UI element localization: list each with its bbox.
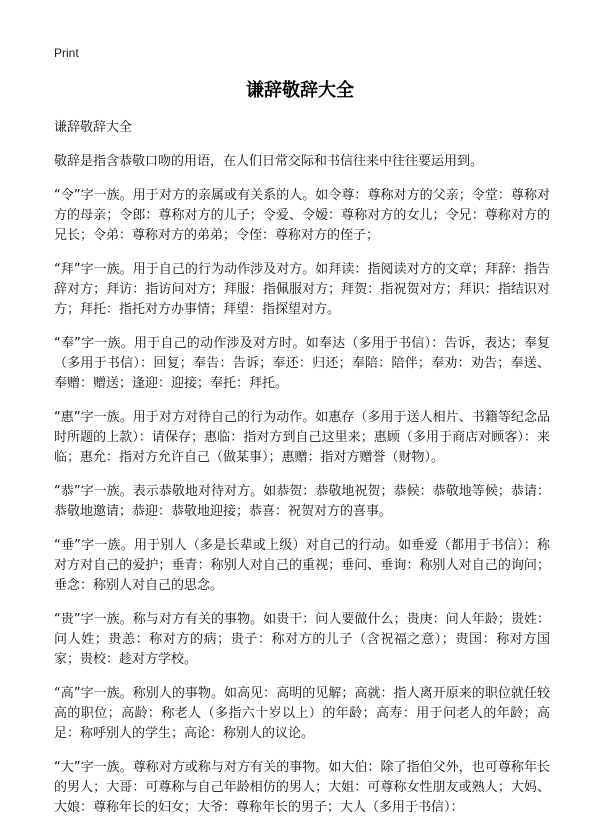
- gui-paragraph: “贵”字一族。称与对方有关的事物。如贵干：问人要做什么；贵庚：问人年龄；贵姓：问人姓；贵恙：称对方的病；贵子：称对方的儿子（含祝福之意）；贵国：称对方国家；贵校：趁对方学校。: [54, 612, 550, 667]
- feng-paragraph: “奉”字一族。用于自己的动作涉及对方时。如奉达（多用于书信）：告诉，表达；奉复（多用于书信）：回复；奉告：告诉；奉还：归还；奉陪：陪伴；奉劝：劝告；奉送、奉赠：赠送；逢迎：迎接；奉托：拜托。: [54, 336, 550, 391]
- da-paragraph: “大”字一族。尊称对方或称与对方有关的事物。如大伯：除了指伯父外，也可尊称年长的男人；大哥：可尊称与自己年龄相仿的男人；大姐：可尊称女性朋友或熟人；大妈、大娘：尊称年长的妇女；大爷：尊称年长的男子；大人（多用于书信）：: [54, 760, 550, 815]
- intro-paragraph: 敬辞是指含恭敬口吻的用语，在人们日常交际和书信往来中往往要运用到。: [54, 154, 484, 169]
- print-link[interactable]: Print: [54, 46, 79, 60]
- bai-paragraph: “拜”字一族。用于自己的行为动作涉及对方。如拜读：指阅读对方的文章；拜辞：指告辞对方；拜访：指访问对方；拜服：指佩服对方；拜贺：指祝贺对方；拜识：指结识对方；拜托：指托对方办事情；拜望：指探望对方。: [54, 262, 550, 317]
- hui-paragraph: “惠”字一族。用于对方对待自己的行为动作。如惠存（多用于送人相片、书籍等纪念品时所题的上款）：请保存；惠临：指对方到自己这里来；惠顾（多用于商店对顾客）：来临；惠允：指对方允许自己（做某事）；惠赠：指对方赠誉（财物）。: [54, 410, 550, 465]
- document-body: [54, 118, 550, 828]
- chui-paragraph: “垂”字一族。用于别人（多是长辈或上级）对自己的行动。如垂爱（都用于书信）：称对方对自己的爱护；垂青：称别人对自己的重视；垂问、垂询：称别人对自己的询问；垂念：称别人对自己的思念。: [54, 538, 550, 593]
- page-title: 谦辞敬辞大全: [246, 80, 354, 101]
- gao-paragraph: “高”字一族。称别人的事物。如高见：高明的见解；高就：指人离开原来的职位就任较高的职位；高龄：称老人（多指六十岁以上）的年龄；高寿：用于问老人的年龄；高足：称呼别人的学生；高论：称别人的议论。: [54, 686, 550, 741]
- document-subtitle: 谦辞敬辞大全: [54, 120, 133, 135]
- gong-paragraph: “恭”字一族。表示恭敬地对待对方。如恭贺：恭敬地祝贺；恭候：恭敬地等候；恭请：恭敬地邀请；恭迎：恭敬地迎接；恭喜：祝贺对方的喜事。: [54, 484, 550, 519]
- ling-paragraph: “令”字一族。用于对方的亲属或有关系的人。如令尊：尊称对方的父亲；令堂：尊称对方的母亲；令郎：尊称对方的儿子；令爱、令嫒：尊称对方的女儿；令兄：尊称对方的兄长；令弟：尊称对方的弟弟；令侄：尊称对方的侄子；: [54, 188, 550, 243]
